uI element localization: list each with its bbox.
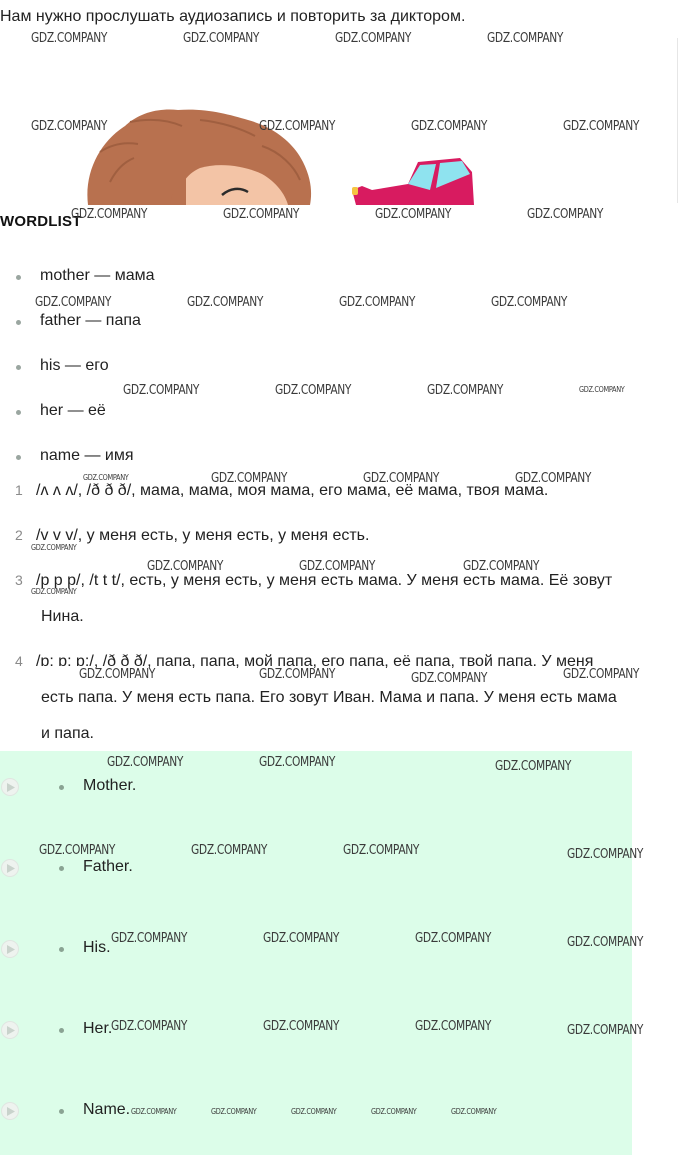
watermark: GDZ.COMPANY xyxy=(31,587,77,596)
watermark: GDZ.COMPANY xyxy=(263,931,340,946)
bullet-icon xyxy=(16,275,21,280)
watermark: GDZ.COMPANY xyxy=(31,31,108,46)
watermark: GDZ.COMPANY xyxy=(567,847,644,862)
wordlist-heading: WORDLIST xyxy=(0,213,82,230)
watermark: GDZ.COMPANY xyxy=(363,471,440,486)
watermark: GDZ.COMPANY xyxy=(491,295,568,310)
watermark: GDZ.COMPANY xyxy=(527,207,604,222)
bullet-icon xyxy=(59,947,64,952)
watermark: GDZ.COMPANY xyxy=(371,1107,417,1116)
bullet-icon xyxy=(59,785,64,790)
watermark: GDZ.COMPANY xyxy=(487,31,564,46)
bullet-icon xyxy=(16,455,21,460)
audio-label: His. xyxy=(83,939,111,956)
exercise-text: /ɒ: ɒ: ɒ:/, /ð ð ð/, папа, папа, мой папа, его папа, её папа, твой папа. У меня xyxy=(36,653,594,670)
watermark: GDZ.COMPANY xyxy=(299,559,376,574)
play-icon xyxy=(7,864,15,873)
wordlist-entry: mother — мама xyxy=(40,267,155,284)
watermark: GDZ.COMPANY xyxy=(375,207,452,222)
watermark: GDZ.COMPANY xyxy=(343,843,420,858)
watermark: GDZ.COMPANY xyxy=(31,119,108,134)
play-icon xyxy=(7,945,15,954)
watermark: GDZ.COMPANY xyxy=(71,207,148,222)
watermark: GDZ.COMPANY xyxy=(111,1019,188,1034)
watermark: GDZ.COMPANY xyxy=(111,931,188,946)
audio-item xyxy=(0,772,632,802)
watermark: GDZ.COMPANY xyxy=(563,119,640,134)
bullet-icon xyxy=(16,410,21,415)
exercise-text: /p p p/, /t t t/, есть, у меня есть, у меня есть мама. У меня есть мама. Её зовут xyxy=(36,572,613,589)
exercise-text: есть папа. У меня есть папа. Его зовут Иван. Мама и папа. У меня есть мама xyxy=(41,689,617,706)
exercise-text: и папа. xyxy=(41,725,94,742)
wordlist-entry: father — папа xyxy=(40,312,141,329)
watermark: GDZ.COMPANY xyxy=(335,31,412,46)
watermark: GDZ.COMPANY xyxy=(339,295,416,310)
watermark: GDZ.COMPANY xyxy=(79,667,156,682)
watermark: GDZ.COMPANY xyxy=(147,559,224,574)
watermark: GDZ.COMPANY xyxy=(123,383,200,398)
watermark: GDZ.COMPANY xyxy=(223,207,300,222)
watermark: GDZ.COMPANY xyxy=(183,31,260,46)
bullet-icon xyxy=(59,1028,64,1033)
watermark: GDZ.COMPANY xyxy=(31,543,77,552)
watermark: GDZ.COMPANY xyxy=(579,385,625,394)
watermark: GDZ.COMPANY xyxy=(259,119,336,134)
watermark: GDZ.COMPANY xyxy=(259,667,336,682)
audio-label: Father. xyxy=(83,858,133,875)
exercise-number: 1 xyxy=(15,482,23,498)
watermark: GDZ.COMPANY xyxy=(451,1107,497,1116)
watermark: GDZ.COMPANY xyxy=(263,1019,340,1034)
exercise-number: 2 xyxy=(15,527,23,543)
watermark: GDZ.COMPANY xyxy=(275,383,352,398)
exercise-text: /v v v/, у меня есть, у меня есть, у меня есть. xyxy=(36,527,370,544)
watermark: GDZ.COMPANY xyxy=(39,843,116,858)
audio-label: Name. xyxy=(83,1101,131,1118)
bullet-icon xyxy=(16,320,21,325)
watermark: GDZ.COMPANY xyxy=(427,383,504,398)
bullet-icon xyxy=(59,866,64,871)
watermark: GDZ.COMPANY xyxy=(187,295,264,310)
wordlist-entry: his — его xyxy=(40,357,109,374)
watermark: GDZ.COMPANY xyxy=(415,1019,492,1034)
watermark: GDZ.COMPANY xyxy=(463,559,540,574)
play-button[interactable] xyxy=(1,1102,19,1120)
watermark: GDZ.COMPANY xyxy=(259,755,336,770)
audio-label: Her. xyxy=(83,1020,113,1037)
watermark: GDZ.COMPANY xyxy=(191,843,268,858)
play-icon xyxy=(7,783,15,792)
watermark: GDZ.COMPANY xyxy=(411,119,488,134)
watermark: GDZ.COMPANY xyxy=(411,671,488,686)
play-button[interactable] xyxy=(1,940,19,958)
bullet-icon xyxy=(16,365,21,370)
play-button[interactable] xyxy=(1,778,19,796)
watermark: GDZ.COMPANY xyxy=(567,1023,644,1038)
watermark: GDZ.COMPANY xyxy=(83,473,129,482)
watermark: GDZ.COMPANY xyxy=(515,471,592,486)
wordlist-entry: her — её xyxy=(40,402,106,419)
watermark: GDZ.COMPANY xyxy=(291,1107,337,1116)
audio-panel xyxy=(0,751,632,1155)
exercise-text: Нина. xyxy=(41,608,84,625)
watermark: GDZ.COMPANY xyxy=(131,1107,177,1116)
exercise-text: /ʌ ʌ ʌ/, /ð ð ð/, мама, мама, моя мама, его мама, её мама, твоя мама. xyxy=(36,482,549,499)
watermark: GDZ.COMPANY xyxy=(211,471,288,486)
watermark: GDZ.COMPANY xyxy=(567,935,644,950)
audio-label: Mother. xyxy=(83,777,137,794)
watermark: GDZ.COMPANY xyxy=(107,755,184,770)
play-icon xyxy=(7,1026,15,1035)
watermark: GDZ.COMPANY xyxy=(415,931,492,946)
bullet-icon xyxy=(59,1109,64,1114)
play-icon xyxy=(7,1107,15,1116)
watermark: GDZ.COMPANY xyxy=(563,667,640,682)
intro-text: Нам нужно прослушать аудиозапись и повторить за диктором. xyxy=(0,8,466,25)
watermark: GDZ.COMPANY xyxy=(495,759,572,774)
divider-line xyxy=(677,38,678,203)
watermark: GDZ.COMPANY xyxy=(35,295,112,310)
exercise-number: 3 xyxy=(15,572,23,588)
wordlist-entry: name — имя xyxy=(40,447,134,464)
play-button[interactable] xyxy=(1,1021,19,1039)
exercise-number: 4 xyxy=(15,653,23,669)
play-button[interactable] xyxy=(1,859,19,877)
watermark: GDZ.COMPANY xyxy=(211,1107,257,1116)
